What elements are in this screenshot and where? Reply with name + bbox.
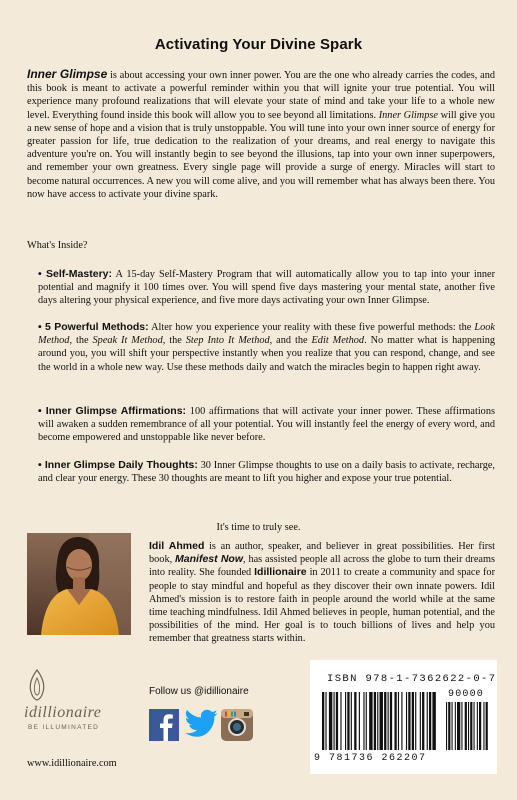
barcode-bar	[377, 692, 378, 750]
barcode-bar	[406, 692, 407, 750]
org-name: Idillionaire	[254, 566, 307, 579]
barcode-bar	[408, 692, 410, 750]
bullet-powerful-methods	[38, 321, 495, 374]
barcode-bar	[347, 692, 349, 750]
barcode-bar	[325, 692, 326, 750]
bullet-self-mastery	[38, 268, 495, 308]
barcode-addon-bar	[486, 702, 488, 750]
barcode-bar	[345, 692, 346, 750]
barcode-addon-bar	[446, 702, 447, 750]
barcode-bar	[380, 692, 383, 750]
intro-paragraph	[27, 68, 495, 201]
social-icons	[149, 707, 253, 743]
bullet-daily-thoughts	[38, 459, 495, 485]
barcode-addon-bar	[461, 702, 462, 750]
bullet-affirmations	[38, 405, 495, 445]
barcode-addon-bar	[455, 702, 456, 750]
facebook-icon[interactable]	[149, 709, 179, 741]
bullet-text: 30 Inner Glimpse thoughts to use on a daily basis to activate, recharge, and clear your energy. These 30 thoughts are meant to lift you higher and expose your true potential.	[38, 460, 496, 485]
barcode-bar	[415, 692, 416, 750]
barcode-bar	[390, 692, 392, 750]
barcode-bar	[394, 692, 396, 750]
barcode-addon-bar	[479, 702, 481, 750]
flame-icon	[22, 668, 112, 707]
price-code: 90000	[448, 689, 485, 700]
publisher-logo	[22, 668, 112, 731]
barcode-addon-bar	[468, 702, 469, 750]
barcode-bar	[412, 692, 414, 750]
follow-us-text: Follow us @idillionaire	[149, 686, 249, 697]
page-title: Activating Your Divine Spark	[154, 36, 363, 53]
barcode-bar	[429, 692, 431, 750]
barcode-addon-bar	[465, 702, 467, 750]
author-bio	[149, 540, 495, 646]
barcode-addon-bar	[452, 702, 453, 750]
barcode-bar	[334, 692, 335, 750]
barcode-bar	[401, 692, 402, 750]
bullet-text: , and the	[269, 335, 312, 347]
intro-text-2: will give you a new sense of hope and a vision that is truly unstoppable. You will tune into your own inner source of energy for greater passion for life, true dedication to the realization of your dreams, and real energy to navigate this adventure you're on. You will instantly begin to see beyond the illusions, tap into your own inner superpowers, and remember your own greatness. Every single page will provide a surge of energy. Miracles will start to become natural occurrences. A new you will come alive, and you will remember what has always been there. You now have access to activate your divine spark.	[27, 109, 495, 200]
barcode-bar	[363, 692, 364, 750]
barcode-bar	[427, 692, 428, 750]
method-name: Edit Method	[311, 335, 365, 347]
barcode-addon-bar	[470, 702, 472, 750]
barcode-addon-bar	[477, 702, 478, 750]
barcode-bar	[420, 692, 421, 750]
bullet-text: . No matter what is happening around you, you will shift your perspective instantly when you realize that you can respond, change, and see the world in a whole new way. Use these methods daily and watch the miracles begin to happen right away.	[38, 335, 496, 373]
instagram-icon[interactable]	[221, 709, 253, 741]
barcode-bar	[354, 692, 356, 750]
barcode-bar	[432, 692, 435, 750]
bullet-heading: • Inner Glimpse Daily Thoughts:	[38, 459, 198, 471]
bio-text: in 2011 to create a community and space for people to stay mindful and hopeful as they discover their own innate powers. Idil Ahmed's mission is to restore faith in people around the world while at the same time teaching mindfulness. Idil Ahmed believes in people, human potential, and the possibilities of the mind. Her goal is to touch billions of lives and help you remember that greatness starts within.	[149, 567, 495, 645]
bullet-heading: • Inner Glimpse Affirmations:	[38, 405, 187, 417]
author-photo	[27, 533, 131, 635]
bullet-text: 100 affirmations that will activate your inner power. These affirmations will awaken a sudden remembrance of all your potential. You will instantly feel the energy of every word, and become empowered and unstoppable like never before.	[38, 406, 495, 444]
barcode-bar	[322, 692, 324, 750]
barcode-bar	[384, 692, 386, 750]
bullet-heading: • 5 Powerful Methods:	[38, 321, 149, 333]
barcode-digits: 9 781736 262207	[314, 753, 427, 764]
website-link[interactable]: www.idillionaire.com	[27, 758, 117, 769]
logo-wordmark: idillionaire	[24, 704, 102, 721]
bullet-heading: • Self-Mastery:	[38, 268, 112, 280]
barcode-addon-bar	[483, 702, 484, 750]
barcode-bar	[374, 692, 376, 750]
bullet-text: , the	[162, 335, 186, 347]
author-name: Idil Ahmed	[149, 540, 205, 552]
barcode-bar	[422, 692, 424, 750]
book-title: Manifest Now	[175, 553, 244, 566]
whats-inside-heading: What's Inside?	[27, 240, 88, 251]
bio-text: is an author, speaker, and believer in great possibilities. Her first book,	[149, 541, 495, 566]
method-name: Step Into It Method	[185, 335, 270, 347]
bio-text: , has assisted people all across the globe to turn their dreams into reality. She founded	[149, 554, 496, 579]
method-name: Look Method	[38, 322, 496, 347]
barcode-bar	[369, 692, 372, 750]
barcode-bar	[336, 692, 338, 750]
barcode-bar	[340, 692, 341, 750]
isbn-barcode	[310, 660, 497, 774]
logo-tagline: BE ILLUMINATED	[28, 724, 100, 731]
barcode-addon-bar	[474, 702, 475, 750]
barcode-addon-bar	[457, 702, 460, 750]
isbn-number: ISBN 978-1-7362622-0-7	[327, 673, 497, 685]
twitter-icon[interactable]	[185, 710, 218, 737]
intro-emphasis: Inner Glimpse	[378, 109, 438, 121]
intro-lead: Inner Glimpse	[27, 67, 108, 81]
barcode-addon-bar	[448, 702, 450, 750]
barcode-bar	[366, 692, 367, 750]
barcode-bar	[388, 692, 389, 750]
barcode-bar	[329, 692, 332, 750]
method-name: Speak It Method	[92, 335, 163, 347]
barcode-bar	[398, 692, 399, 750]
bullet-text: Alter how you experience your reality with these five powerful methods: the	[148, 322, 475, 333]
tagline: It's time to truly see.	[216, 522, 301, 533]
barcode-bar	[359, 692, 360, 750]
intro-text-1: is about accessing your own inner power. You are the one who already carries the codes, and this book is meant to activate a powerful reminder within you that will ignite your true potential. You will experience many profound realizations that will elevate your state of mind and take your life to a whole new level. Everything found inside this book will allow you to see beyond all limitations.	[27, 70, 495, 121]
barcode-bar	[351, 692, 352, 750]
bullet-text: A 15-day Self-Mastery Program that will automatically allow you to tap into your inner potential and magnify it 100 times over. You will spend five days mastering your mental state, another five days altering your physical experience, and five more days activating your own Inner Glimpse.	[38, 269, 496, 307]
bullet-text: , the	[69, 335, 93, 347]
